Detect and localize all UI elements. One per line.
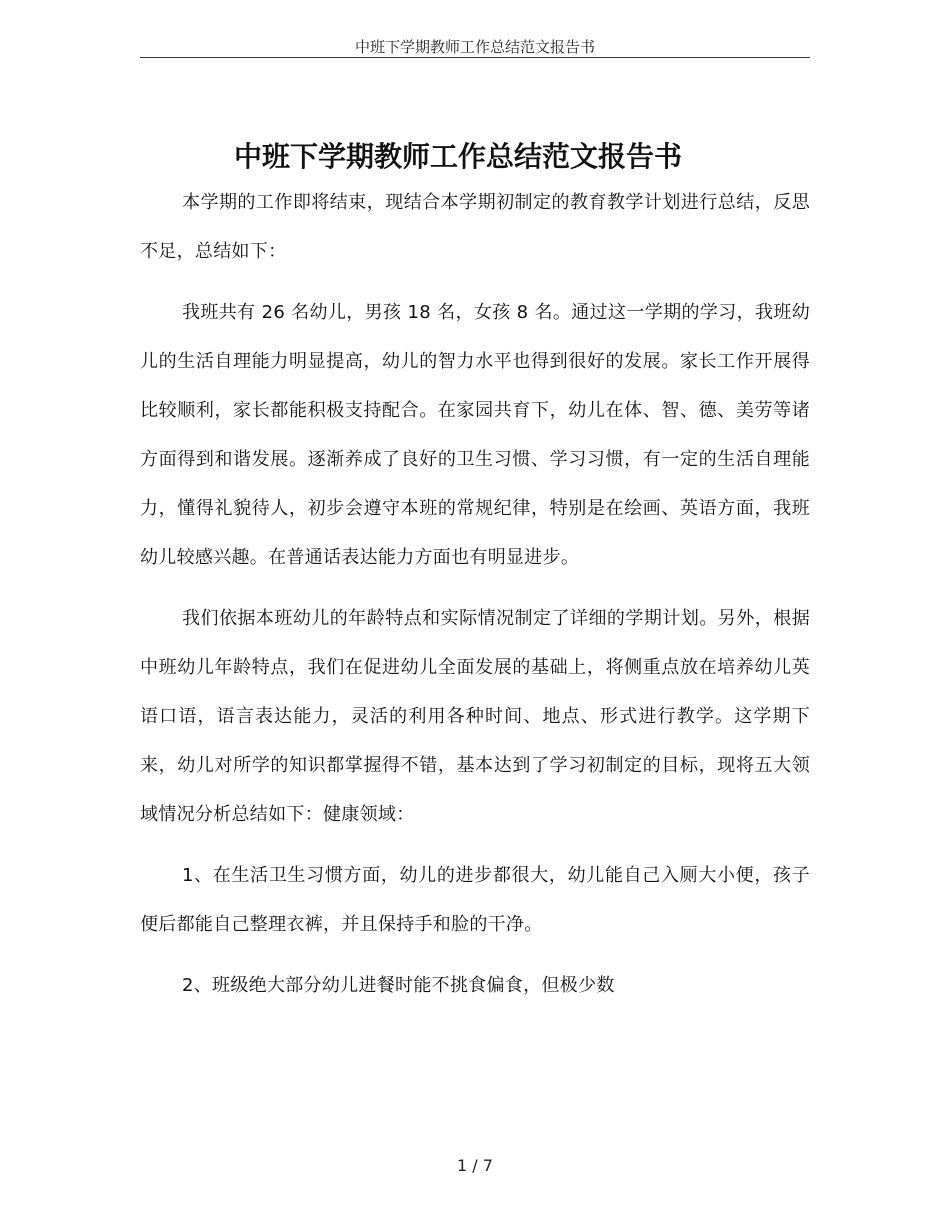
paragraph-item-1: 1、在生活卫生习惯方面，幼儿的进步都很大，幼儿能自己入厕大小便，孩子便后都能自己整理衣裤，并且保持手和脸的干净。 bbox=[140, 865, 810, 935]
document-title: 中班下学期教师工作总结范文报告书 bbox=[233, 139, 682, 173]
page-number: 1 / 7 bbox=[457, 1156, 493, 1175]
paragraph-plan: 我们依据本班幼儿的年龄特点和实际情况制定了详细的学期计划。另外，根据中班幼儿年龄特点，我们在促进幼儿全面发展的基础上，将侧重点放在培养幼儿英语口语，语言表达能力，灵活的利用各种时间、地点、形式进行教学。这学期下来，幼儿对所学的知识都掌握得不错，基本达到了学习初制定的目标，现将五大领域情况分析总结如下：健康领域： bbox=[140, 608, 810, 825]
running-header-title: 中班下学期教师工作总结范文报告书 bbox=[354, 38, 595, 56]
document-body bbox=[140, 178, 810, 1022]
paragraph-intro: 本学期的工作即将结束，现结合本学期初制定的教育教学计划进行总结，反思不足，总结如下： bbox=[140, 192, 810, 262]
paragraph-item-2: 2、班级绝大部分幼儿进餐时能不挑食偏食，但极少数 bbox=[182, 975, 615, 996]
paragraph-class-overview: 我班共有 26 名幼儿，男孩 18 名，女孩 8 名。通过这一学期的学习，我班幼儿的生活自理能力明显提高，幼儿的智力水平也得到很好的发展。家长工作开展得比较顺利，家长都能积极支持配合。在家园共育下，幼儿在体、智、德、美劳等诸方面得到和谐发展。逐渐养成了良好的卫生习惯、学习习惯，有一定的生活自理能力，懂得礼貌待人，初步会遵守本班的常规纪律，特别是在绘画、英语方面，我班幼儿较感兴趣。在普通话表达能力方面也有明显进步。 bbox=[140, 302, 810, 568]
header-rule bbox=[140, 57, 810, 58]
